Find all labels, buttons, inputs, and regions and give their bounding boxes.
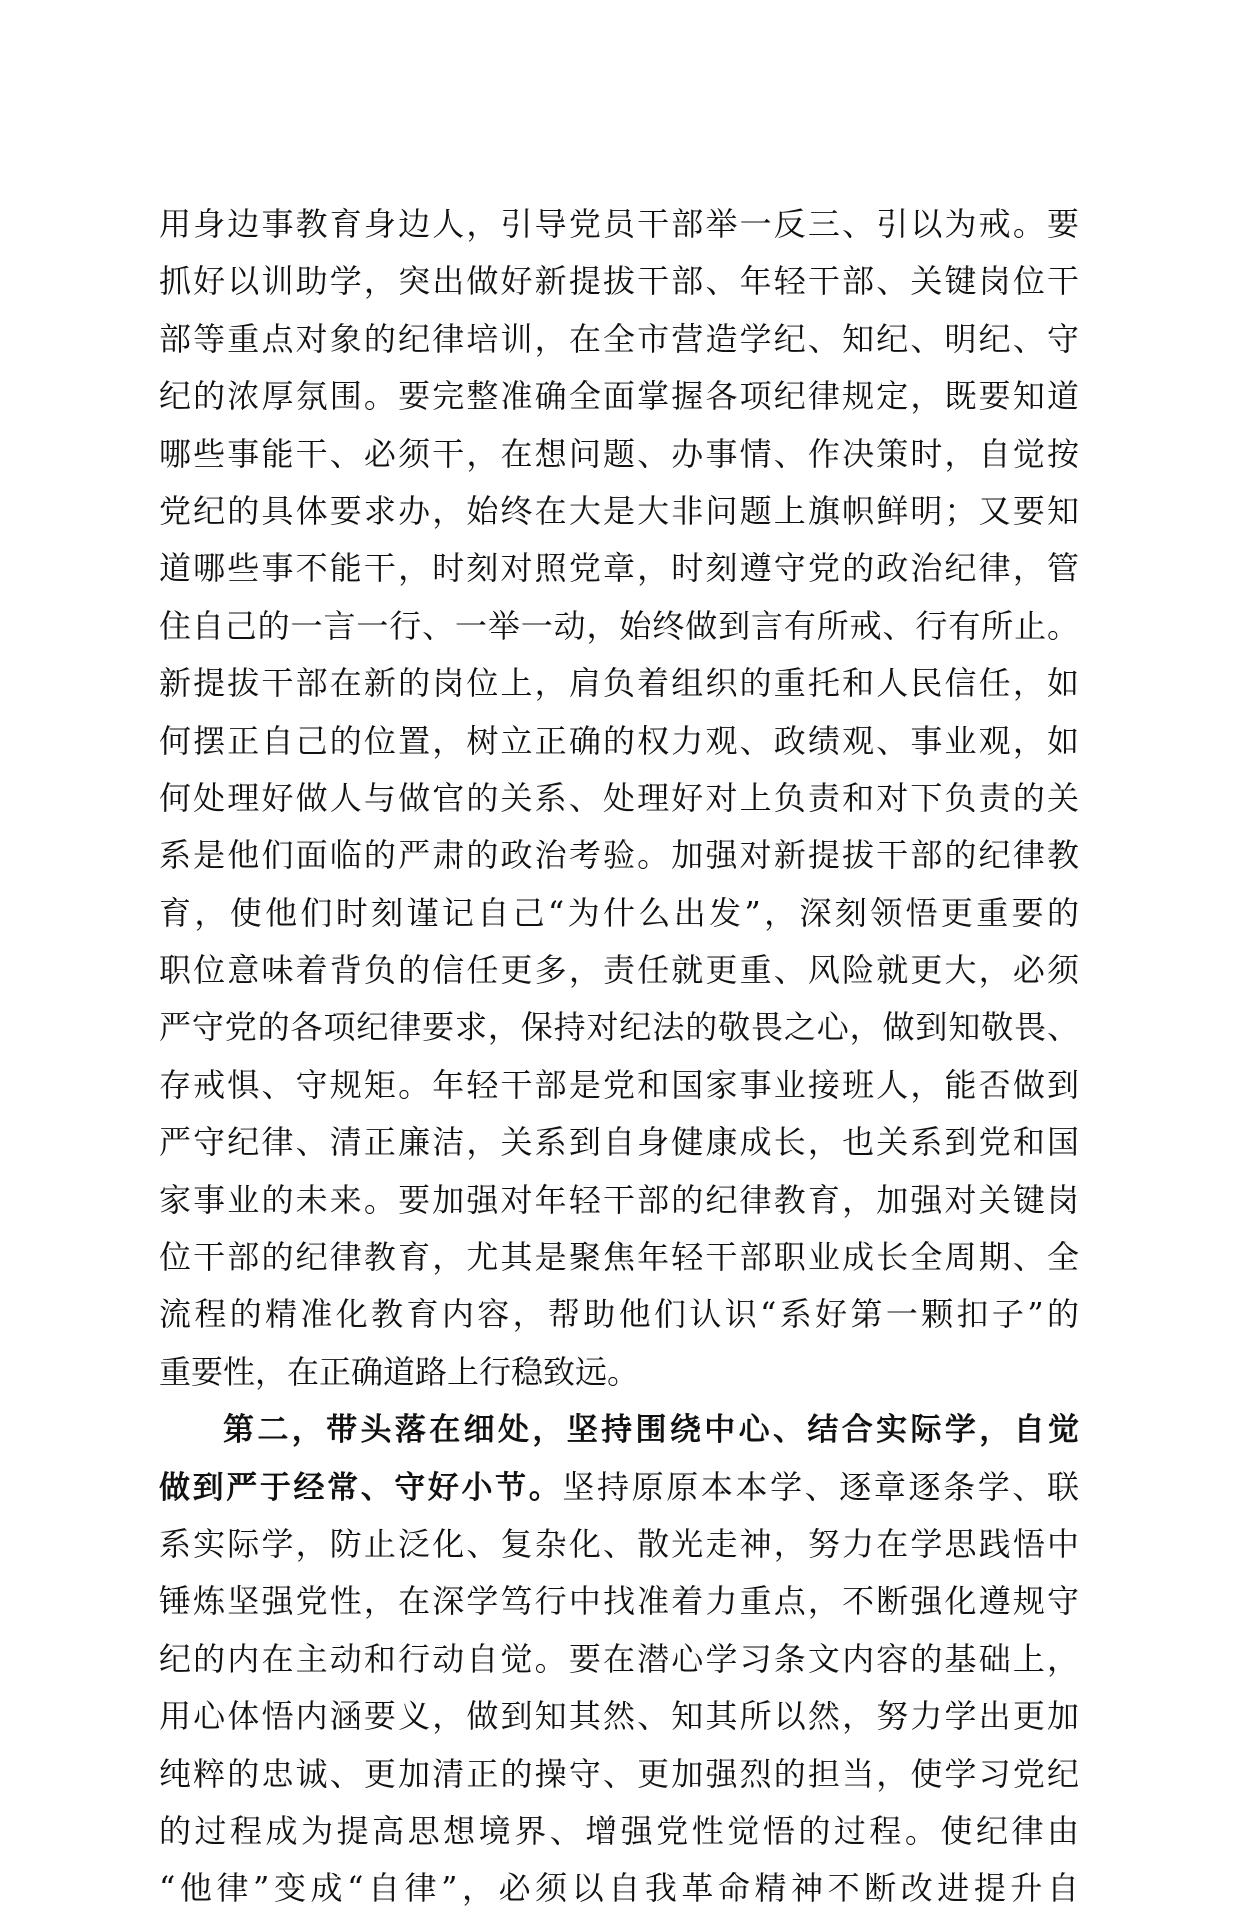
text-line: 流程的精准化教育内容，帮助他们认识“系好第一颗扣子”的 (159, 1295, 1079, 1334)
body-text-run: 坚持原原本本学、逐章逐条学、联 (562, 1467, 1079, 1506)
text-line: 住自己的一言一行、一举一动，始终做到言有所戒、行有所止。 (159, 606, 1079, 645)
body-text (159, 196, 1079, 1918)
text-line: 何摆正自己的位置，树立正确的权力观、政绩观、事业观，如 (159, 721, 1079, 760)
text-line: 何处理好做人与做官的关系、处理好对上负责和对下负责的关 (159, 778, 1079, 817)
text-line: 纪的内在主动和行动自觉。要在潜心学习条文内容的基础上， (159, 1639, 1079, 1678)
text-line: 抓好以训助学，突出做好新提拔干部、年轻干部、关键岗位干 (159, 262, 1079, 301)
text-line: 纯粹的忠诚、更加清正的操守、更加强烈的担当，使学习党纪 (159, 1754, 1079, 1793)
text-line: 道哪些事不能干，时刻对照党章，时刻遵守党的政治纪律，管 (159, 549, 1079, 588)
text-line: 纪的浓厚氛围。要完整准确全面掌握各项纪律规定，既要知道 (159, 377, 1079, 416)
heading-text-continued: 做到严于经常、守好小节。 (159, 1469, 563, 1506)
text-line: 哪些事能干、必须干，在想问题、办事情、作决策时，自觉按 (159, 434, 1079, 473)
text-line: 的过程成为提高思想境界、增强党性觉悟的过程。使纪律由 (159, 1811, 1079, 1850)
text-line: 家事业的未来。要加强对年轻干部的纪律教育，加强对关键岗 (159, 1180, 1079, 1219)
text-line: 职位意味着背负的信任更多，责任就更重、风险就更大，必须 (159, 951, 1079, 990)
text-line: 位干部的纪律教育，尤其是聚焦年轻干部职业成长全周期、全 (159, 1238, 1079, 1277)
text-line: 严守纪律、清正廉洁，关系到自身健康成长，也关系到党和国 (159, 1123, 1079, 1162)
text-line: 重要性，在正确道路上行稳致远。 (159, 1352, 640, 1391)
text-line: 系是他们面临的严肃的政治考验。加强对新提拔干部的纪律教 (159, 836, 1079, 875)
text-line: 用身边事教育身边人，引导党员干部举一反三、引以为戒。要 (159, 205, 1079, 243)
paragraph-2-heading-line (159, 1401, 1079, 1458)
text-line: 党纪的具体要求办，始终在大是大非问题上旗帜鲜明；又要知 (159, 491, 1079, 530)
text-line: 育，使他们时刻谨记自己“为什么出发”，深刻领悟更重要的 (159, 893, 1079, 932)
paragraph-2-body (159, 1516, 1079, 1918)
text-line: “他律”变成“自律”，必须以自我革命精神不断改进提升自 (159, 1869, 1079, 1908)
paragraph-2 (159, 1401, 1079, 1918)
text-line: 锤炼坚强党性，在深学笃行中找准着力重点，不断强化遵规守 (159, 1582, 1079, 1621)
paragraph-1 (159, 196, 1079, 1401)
text-line: 严守党的各项纪律要求，保持对纪法的敬畏之心，做到知敬畏、 (159, 1008, 1079, 1047)
text-line: 用心体悟内涵要义，做到知其然、知其所以然，努力学出更加 (159, 1697, 1079, 1736)
heading-text: 第二，带头落在细处，坚持围绕中心、结合实际学，自觉 (223, 1412, 1079, 1449)
text-line: 部等重点对象的纪律培训，在全市营造学纪、知纪、明纪、守 (159, 319, 1079, 358)
text-line: 新提拔干部在新的岗位上，肩负着组织的重托和人民信任，如 (159, 664, 1079, 703)
paragraph-2-mixed-line (159, 1459, 1079, 1516)
text-line: 系实际学，防止泛化、复杂化、散光走神，努力在学思践悟中 (159, 1524, 1079, 1563)
text-line: 存戒惧、守规矩。年轻干部是党和国家事业接班人，能否做到 (159, 1065, 1079, 1104)
